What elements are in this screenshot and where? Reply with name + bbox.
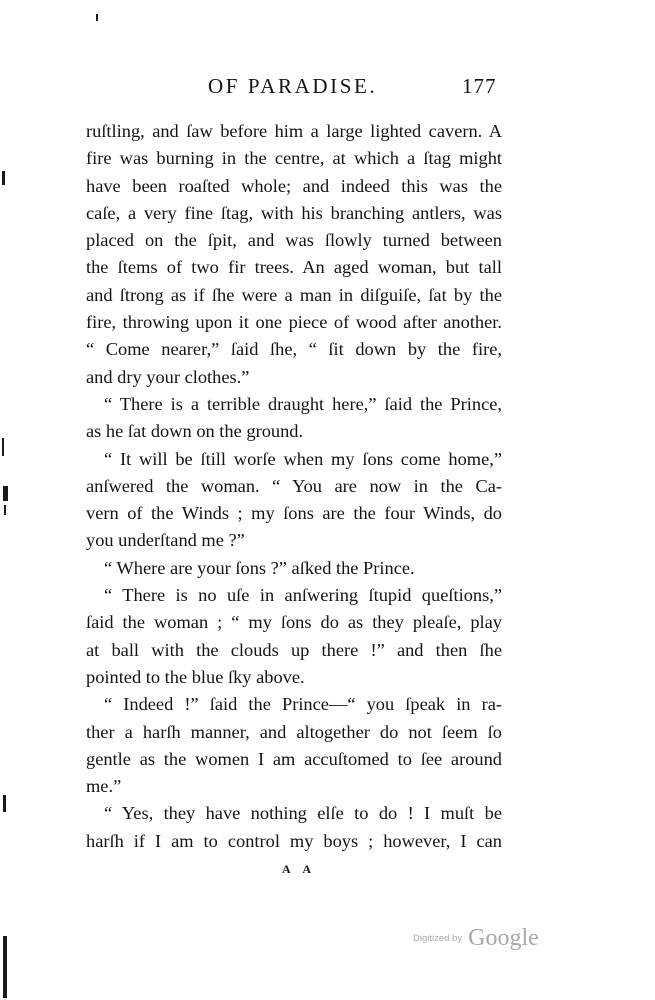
text-line: vern of the Winds ; my ſons are the four Winds, do (86, 503, 502, 524)
page-header (0, 74, 655, 104)
text-line: “ There is no uſe in anſwering ſtupid queſtions,” (104, 585, 502, 606)
text-line: “ There is a terrible draught here,” ſaid the Prince, (104, 393, 502, 414)
text-line: fire, throwing upon it one piece of wood after another. (86, 312, 502, 333)
scan-mark (2, 438, 4, 456)
signature-mark: A A (282, 862, 317, 876)
text-line: “ Come nearer,” ſaid ſhe, “ ſit down by the fire, (86, 339, 502, 360)
google-logo: Google (468, 925, 539, 951)
text-line: as he ſat down on the ground. (86, 421, 304, 442)
digitization-watermark (413, 925, 539, 952)
page-number: 177 (462, 74, 497, 98)
text-line: harſh if I am to control my boys ; however, I can (86, 830, 502, 851)
scan-mark (2, 171, 5, 185)
scan-mark (3, 936, 7, 998)
text-line: you underſtand me ?” (86, 530, 245, 551)
text-line: placed on the ſpit, and was ſlowly turned between (86, 230, 502, 251)
text-line: the ſtems of two fir trees. An aged woman, but tall (86, 257, 502, 278)
text-line: ruſtling, and ſaw before him a large lighted cavern. A (86, 121, 502, 141)
text-line: ſaid the woman ; “ my ſons do as they pleaſe, play (86, 612, 502, 633)
text-line: pointed to the blue ſky above. (86, 666, 305, 687)
running-head: OF PARADISE. (208, 74, 378, 98)
text-line: and dry your clothes.” (86, 366, 250, 387)
scan-mark (4, 505, 6, 515)
text-line: “ Yes, they have nothing elſe to do ! I muſt be (104, 803, 502, 824)
text-line: me.” (86, 776, 122, 797)
text-line: caſe, a very fine ſtag, with his branching antlers, was (86, 202, 502, 223)
text-line: anſwered the woman. “ You are now in the Ca- (86, 475, 502, 496)
text-line: and ſtrong as if ſhe were a man in diſguiſe, ſat by the (86, 284, 502, 305)
text-line: “ It will be ſtill worſe when my ſons come home,” (104, 448, 502, 469)
scan-mark (3, 486, 8, 501)
watermark-prefix: Digitized by (413, 933, 463, 944)
scan-mark (3, 795, 6, 812)
scan-mark (96, 14, 98, 21)
text-line: “ Indeed !” ſaid the Prince—“ you ſpeak in ra- (104, 694, 502, 715)
text-line: have been roaſted whole; and indeed this was the (86, 175, 502, 196)
text-line: gentle as the women I am accuſtomed to ſee around (86, 748, 502, 769)
text-line: fire was burning in the centre, at which a ſtag might (86, 148, 502, 169)
text-line: “ Where are your ſons ?” aſked the Prince. (104, 557, 415, 578)
body-text (86, 118, 502, 855)
text-line: ther a harſh manner, and altogether do not ſeem ſo (86, 721, 502, 742)
text-line: at ball with the clouds up there !” and then ſhe (86, 639, 502, 660)
